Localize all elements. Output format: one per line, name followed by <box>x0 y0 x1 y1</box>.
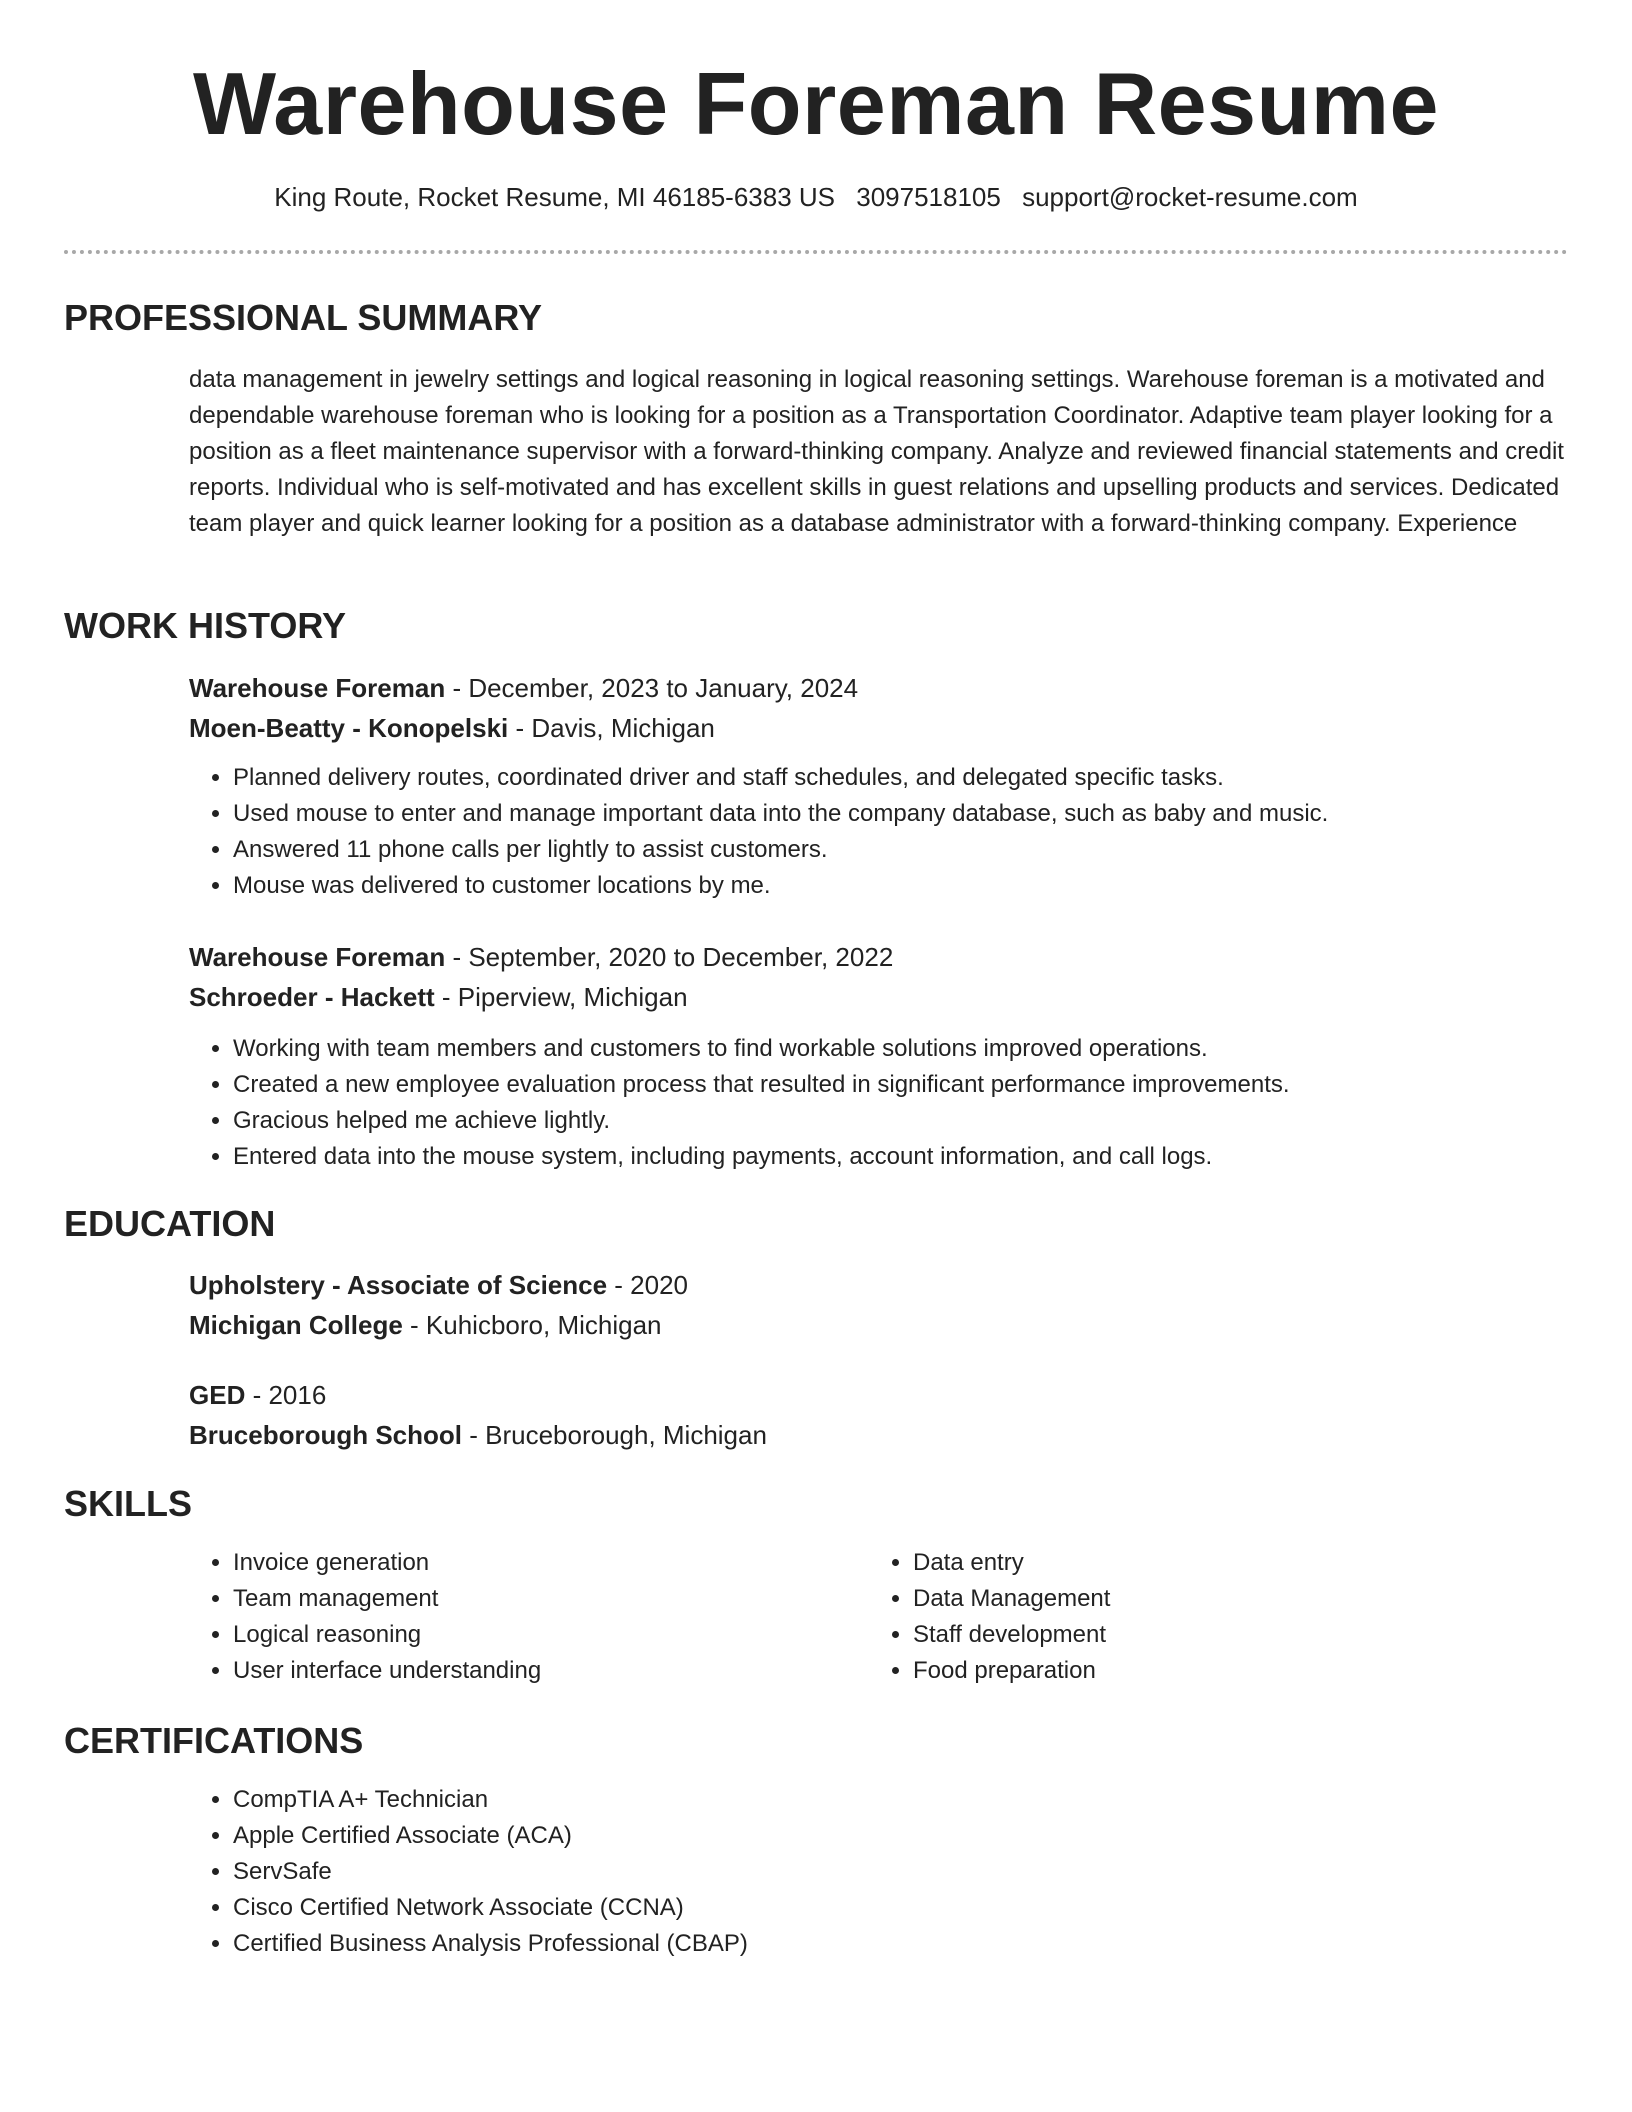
contact-phone: 3097518105 <box>856 182 1001 212</box>
job-dates: - September, 2020 to December, 2022 <box>445 942 894 972</box>
education-degree: GED <box>189 1380 246 1410</box>
job-bullet: • Working with team members and customers to find workable solutions improved operations. <box>233 1031 1569 1067</box>
job-bullet: • Planned delivery routes, coordinated driver and staff schedules, and delegated specific tasks. <box>233 760 1569 796</box>
contact-email: support@rocket-resume.com <box>1022 182 1358 212</box>
skill-item: • Invoice generation <box>233 1545 869 1581</box>
education-location: - Kuhicboro, Michigan <box>402 1310 662 1340</box>
section-title-certifications: CERTIFICATIONS <box>64 1720 364 1761</box>
job-bullet: • Gracious helped me achieve lightly. <box>233 1103 1569 1139</box>
job-company: Schroeder - Hackett <box>189 982 435 1012</box>
education-school-line <box>189 1415 1569 1455</box>
skills-list <box>189 1545 869 1689</box>
skill-item: • Staff development <box>913 1617 1549 1653</box>
job-company-line <box>189 977 1569 1017</box>
section-title-summary: PROFESSIONAL SUMMARY <box>64 297 543 338</box>
skills-column-left <box>189 1545 869 1689</box>
contact-line <box>0 180 1632 214</box>
education-location: - Bruceborough, Michigan <box>462 1420 767 1450</box>
skill-item: • Food preparation <box>913 1653 1549 1689</box>
skills-list <box>869 1545 1549 1689</box>
education-school: Michigan College <box>189 1310 403 1340</box>
education-school: Bruceborough School <box>189 1420 462 1450</box>
job-bullet: • Created a new employee evaluation process that resulted in significant performance improvements. <box>233 1067 1569 1103</box>
education-entry <box>189 1265 1569 1345</box>
skill-item: • Data entry <box>913 1545 1549 1581</box>
section-title-work: WORK HISTORY <box>64 605 347 646</box>
job-title: Warehouse Foreman <box>189 673 446 703</box>
job-bullets <box>189 760 1569 904</box>
job-company: Moen-Beatty - Konopelski <box>189 713 509 743</box>
education-degree-line <box>189 1375 1569 1415</box>
job-title-line <box>189 668 1569 708</box>
section-title-skills: SKILLS <box>64 1483 193 1524</box>
certification-item: • ServSafe <box>233 1854 1569 1890</box>
skill-item: • Team management <box>233 1581 869 1617</box>
skills-column-right <box>869 1545 1549 1689</box>
page-title: Warehouse Foreman Resume <box>193 54 1439 153</box>
skill-item: • User interface understanding <box>233 1653 869 1689</box>
job-bullet: • Used mouse to enter and manage important data into the company database, such as baby and music. <box>233 796 1569 832</box>
summary-text: data management in jewelry settings and logical reasoning in logical reasoning settings. Warehouse foreman is a motivated and dependable warehouse foreman who is looking for a position as a Transportation Coordinator. Adaptive team player looking for a position as a fleet maintenance supervisor with a forward-thinking company. Analyze and reviewed financial statements and credit reports. Individual who is self-motivated and has excellent skills in guest relations and upselling products and services. Dedicated team player and quick learner looking for a position as a database administrator with a forward-thinking company. Experience <box>189 366 1564 537</box>
job-location: - Piperview, Michigan <box>434 982 688 1012</box>
job-location: - Davis, Michigan <box>508 713 715 743</box>
job-bullets <box>189 1031 1569 1175</box>
education-school-line <box>189 1305 1569 1345</box>
job-dates: - December, 2023 to January, 2024 <box>445 673 859 703</box>
job-company-line <box>189 708 1569 748</box>
education-degree-line <box>189 1265 1569 1305</box>
contact-address: King Route, Rocket Resume, MI 46185-6383 US <box>274 182 836 212</box>
section-title-education: EDUCATION <box>64 1203 276 1244</box>
education-year: - 2016 <box>245 1380 327 1410</box>
job-bullet: • Entered data into the mouse system, including payments, account information, and call logs. <box>233 1139 1569 1175</box>
skill-item: • Data Management <box>913 1581 1549 1617</box>
certifications-block <box>189 1782 1569 1962</box>
skills-grid <box>189 1545 1569 1689</box>
education-entry <box>189 1375 1569 1455</box>
certification-item: • Apple Certified Associate (ACA) <box>233 1818 1569 1854</box>
job-bullet: • Answered 11 phone calls per lightly to assist customers. <box>233 832 1569 868</box>
job-title: Warehouse Foreman <box>189 942 446 972</box>
education-degree: Upholstery - Associate of Science <box>189 1270 608 1300</box>
certification-item: • Certified Business Analysis Professional (CBAP) <box>233 1926 1569 1962</box>
job-title-line <box>189 937 1569 977</box>
certification-item: • CompTIA A+ Technician <box>233 1782 1569 1818</box>
job-entry <box>189 937 1569 1175</box>
job-bullet: • Mouse was delivered to customer locations by me. <box>233 868 1569 904</box>
certifications-list <box>189 1782 1569 1962</box>
certification-item: • Cisco Certified Network Associate (CCNA) <box>233 1890 1569 1926</box>
header-divider <box>64 250 1568 254</box>
skill-item: • Logical reasoning <box>233 1617 869 1653</box>
education-year: - 2020 <box>607 1270 689 1300</box>
job-entry <box>189 668 1569 904</box>
